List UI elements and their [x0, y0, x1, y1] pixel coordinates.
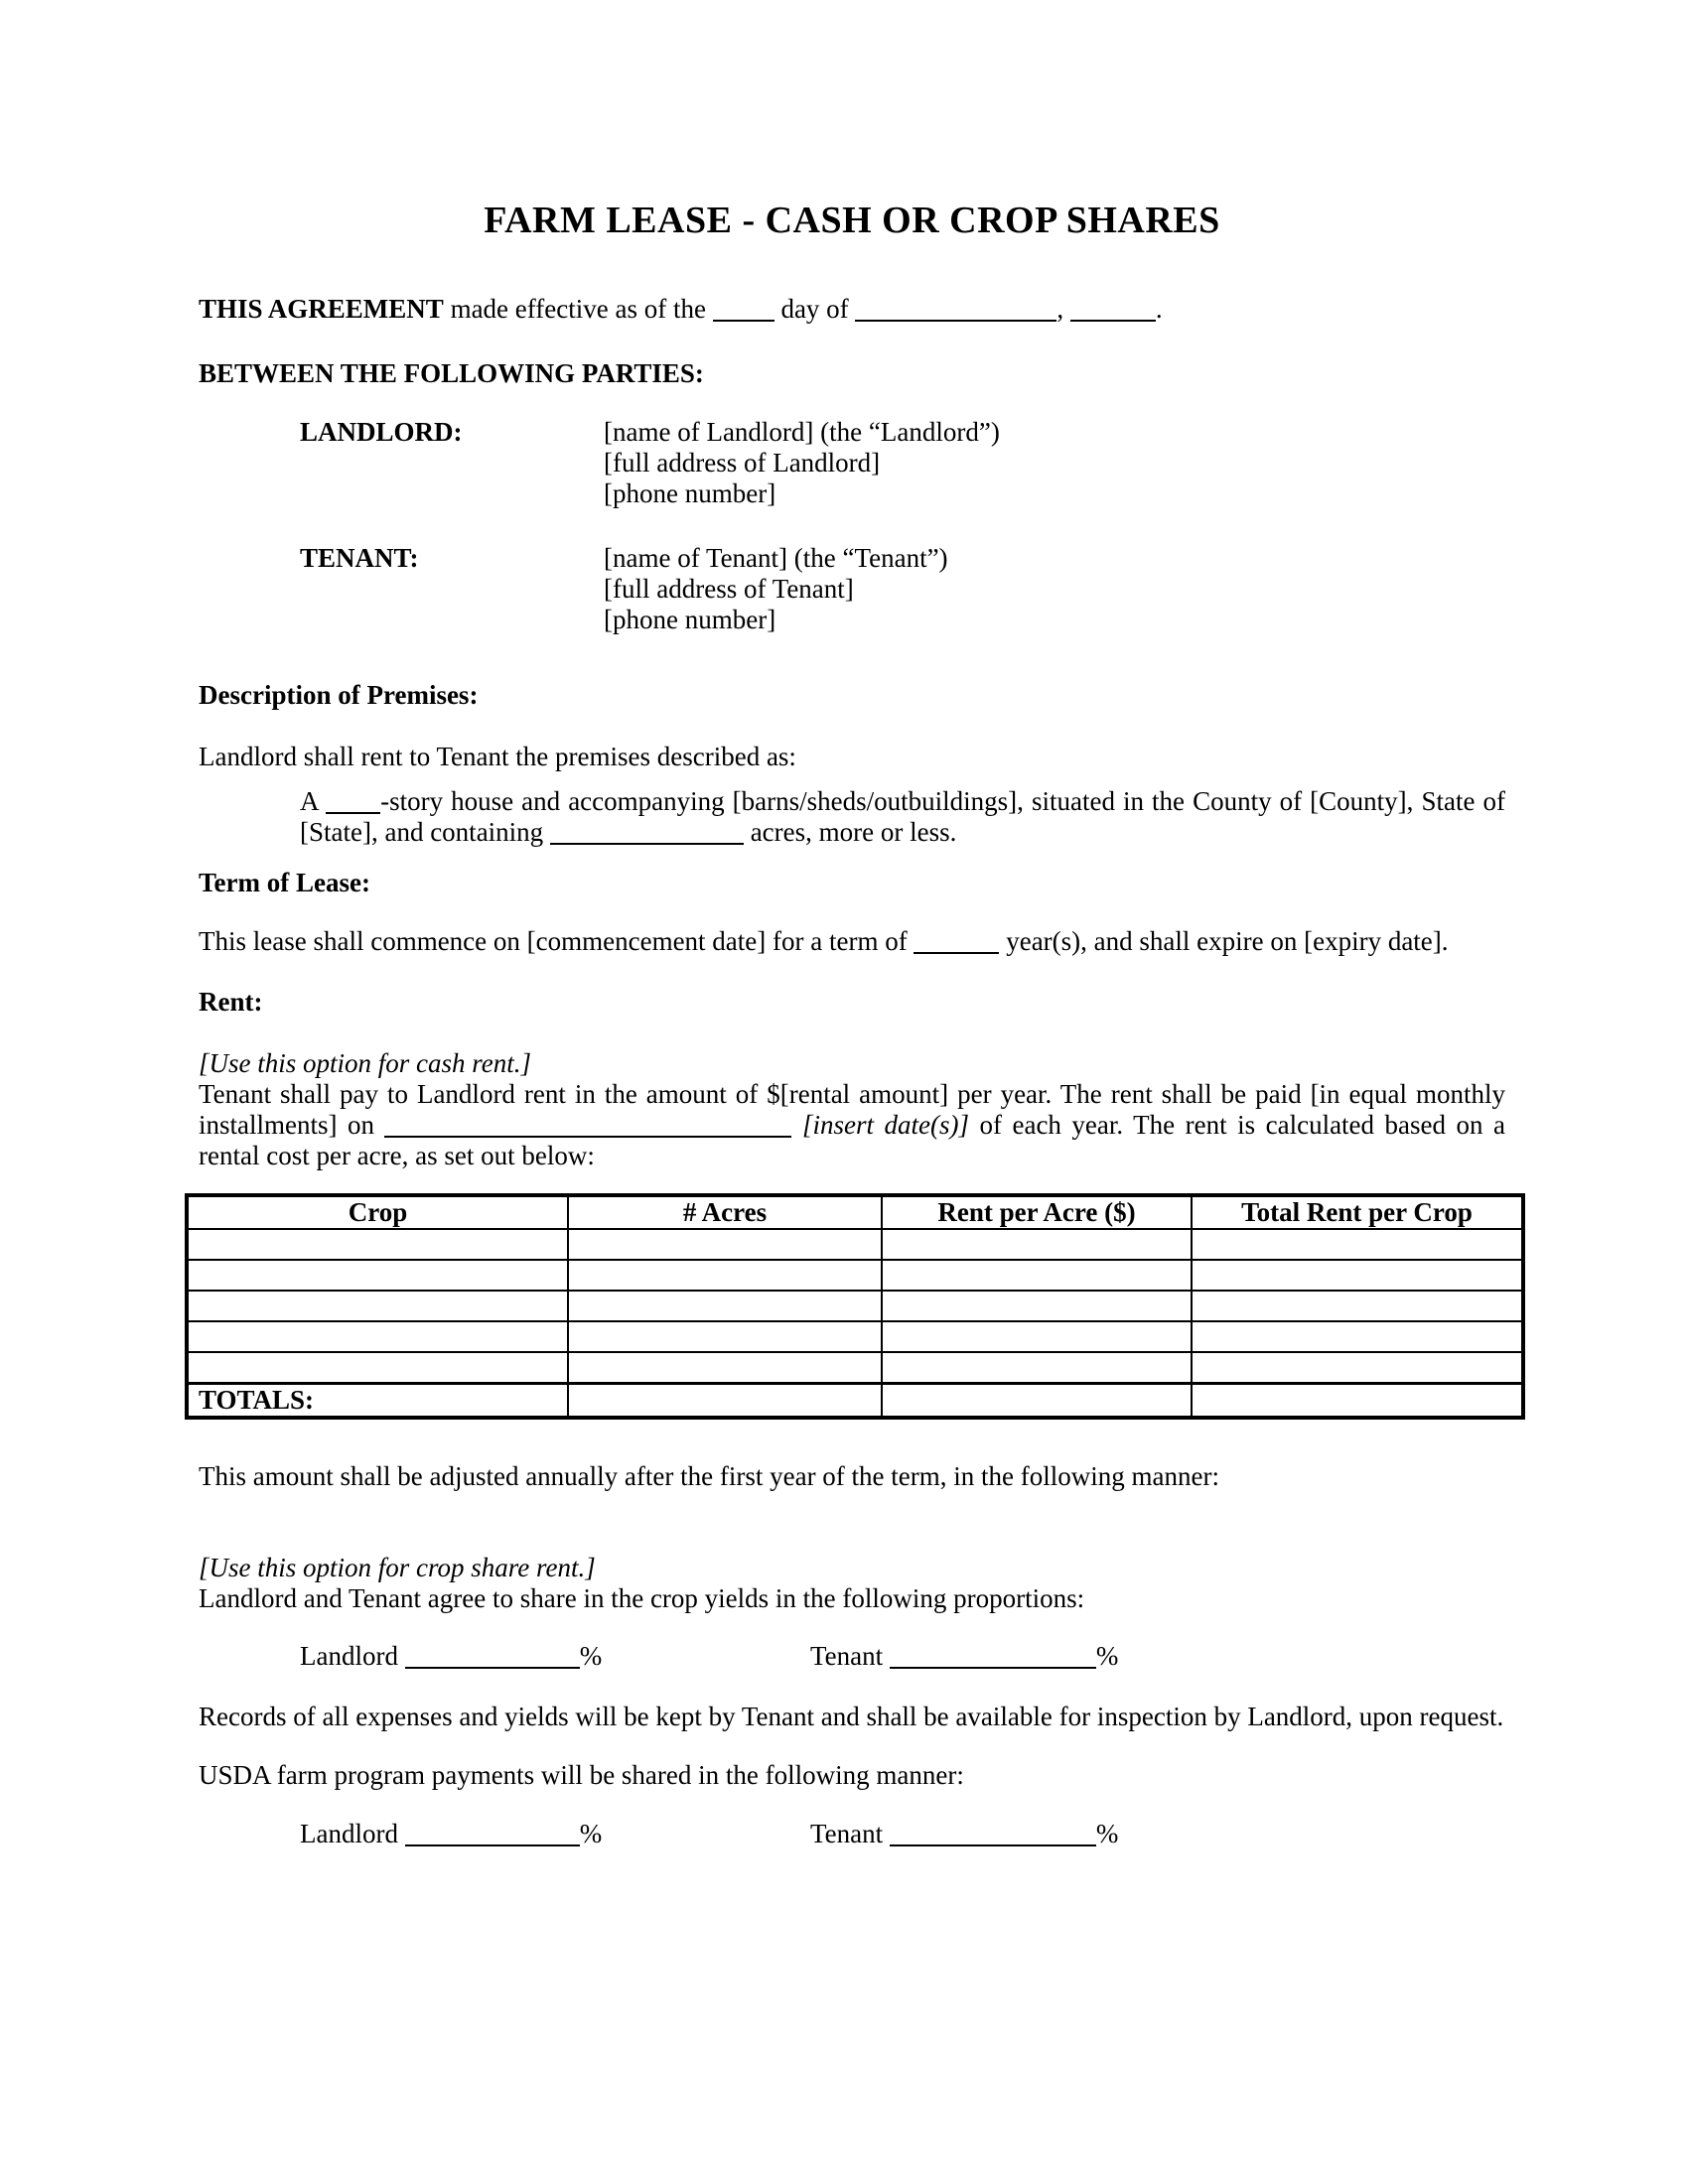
term-heading: Term of Lease:	[199, 868, 370, 897]
crop-share-tenant-group	[810, 1641, 1118, 1672]
empty-cell	[1192, 1321, 1523, 1352]
crop-share-option-note: [Use this option for crop share rent.]	[199, 1552, 596, 1582]
blank-term-years	[914, 948, 999, 954]
usda-share-proportions-row	[300, 1819, 1505, 1849]
column-header-rent-per-acre: Rent per Acre ($)	[882, 1195, 1192, 1229]
totals-total-rent-cell	[1192, 1383, 1523, 1418]
landlord-phone-placeholder: [phone number]	[604, 478, 776, 508]
tenant-details	[604, 543, 948, 635]
empty-cell	[187, 1321, 568, 1352]
document-title: FARM LEASE - CASH OR CROP SHARES	[484, 200, 1220, 241]
blank-stories	[326, 808, 380, 814]
blank-payment-dates	[384, 1132, 791, 1138]
landlord-address-placeholder: [full address of Landlord]	[604, 448, 881, 478]
agreement-intro-comma: ,	[1056, 294, 1064, 324]
column-header-total-rent: Total Rent per Crop	[1192, 1195, 1523, 1229]
usda-landlord-group	[300, 1819, 810, 1849]
crop-share-landlord-group	[300, 1641, 810, 1672]
landlord-name-placeholder: [name of Landlord] (the “Landlord”)	[604, 417, 1000, 447]
usda-tenant-label: Tenant	[810, 1818, 884, 1848]
crop-share-landlord-label: Landlord	[300, 1640, 398, 1671]
empty-cell	[568, 1260, 882, 1291]
agreement-intro-text-2: day of	[780, 294, 849, 324]
between-parties-heading: BETWEEN THE FOLLOWING PARTIES:	[199, 358, 704, 388]
usda-intro: USDA farm program payments will be shared in the following manner:	[199, 1759, 964, 1790]
empty-cell	[187, 1291, 568, 1321]
agreement-intro-period: .	[1155, 294, 1163, 324]
totals-rent-per-acre-cell	[882, 1383, 1192, 1418]
landlord-details	[604, 417, 1000, 509]
usda-landlord-percent-sign: %	[579, 1818, 603, 1848]
blank-acres	[550, 839, 744, 845]
crop-share-proportions-row	[300, 1641, 1505, 1672]
empty-cell	[882, 1260, 1192, 1291]
tenant-name-placeholder: [name of Tenant] (the “Tenant”)	[604, 543, 948, 573]
agreement-intro-text-1: made effective as of the	[450, 294, 706, 324]
empty-cell	[1192, 1260, 1523, 1291]
tenant-party-block	[300, 543, 1505, 635]
column-header-crop: Crop	[187, 1195, 568, 1229]
cash-rent-paragraph	[199, 1079, 1505, 1171]
empty-cell	[882, 1291, 1192, 1321]
empty-cell	[1192, 1352, 1523, 1383]
premises-heading: Description of Premises:	[199, 680, 479, 710]
blank-month	[855, 316, 1056, 322]
table-totals-row	[187, 1383, 1523, 1418]
insert-dates-note: [insert date(s)]	[801, 1110, 969, 1140]
table-empty-row	[187, 1291, 1523, 1321]
table-empty-row	[187, 1229, 1523, 1260]
premises-text-3: acres, more or less.	[750, 817, 957, 847]
term-paragraph	[199, 926, 1505, 957]
table-header-row	[187, 1195, 1523, 1229]
blank-day	[713, 316, 774, 322]
adjustment-paragraph: This amount shall be adjusted annually after the first year of the term, in the following manner:	[199, 1460, 1219, 1491]
empty-cell	[1192, 1291, 1523, 1321]
premises-intro: Landlord shall rent to Tenant the premises described as:	[199, 742, 796, 771]
empty-cell	[568, 1291, 882, 1321]
tenant-label: TENANT:	[300, 543, 419, 573]
premises-text-1: A	[300, 786, 319, 816]
empty-cell	[568, 1352, 882, 1383]
empty-cell	[568, 1229, 882, 1260]
landlord-label: LANDLORD:	[300, 417, 463, 447]
rent-heading: Rent:	[199, 987, 263, 1017]
rent-per-crop-table	[185, 1193, 1525, 1420]
cash-rent-text-2: of each year. The rent is calculated based on a rental cost per acre, as set out below:	[199, 1110, 1505, 1170]
empty-cell	[568, 1321, 882, 1352]
table-empty-row	[187, 1352, 1523, 1383]
crop-share-landlord-percent-sign: %	[579, 1640, 603, 1671]
totals-label: TOTALS:	[187, 1383, 568, 1418]
blank-landlord-usda-share	[405, 1841, 580, 1846]
empty-cell	[882, 1229, 1192, 1260]
empty-cell	[882, 1321, 1192, 1352]
blank-tenant-usda-share	[890, 1841, 1096, 1846]
agreement-intro-paragraph	[199, 294, 1505, 325]
usda-landlord-label: Landlord	[300, 1818, 398, 1848]
blank-tenant-crop-share	[890, 1663, 1096, 1669]
landlord-party-block	[300, 417, 1505, 509]
blank-year	[1070, 316, 1156, 322]
term-text-1: This lease shall commence on [commencement date] for a term of	[199, 926, 908, 956]
premises-description-paragraph	[300, 786, 1505, 848]
empty-cell	[187, 1352, 568, 1383]
usda-tenant-group	[810, 1819, 1118, 1849]
table-empty-row	[187, 1260, 1523, 1291]
crop-share-tenant-label: Tenant	[810, 1640, 884, 1671]
table-empty-row	[187, 1321, 1523, 1352]
empty-cell	[1192, 1229, 1523, 1260]
empty-cell	[882, 1352, 1192, 1383]
empty-cell	[187, 1229, 568, 1260]
empty-cell	[187, 1260, 568, 1291]
crop-share-tenant-percent-sign: %	[1095, 1640, 1119, 1671]
crop-share-intro: Landlord and Tenant agree to share in the crop yields in the following proportions:	[199, 1582, 1085, 1613]
cash-rent-option-note: [Use this option for cash rent.]	[199, 1048, 532, 1078]
premises-text-2: -story house and accompanying [barns/sheds/outbuildings], situated in the County of [County], State of [State], and containing	[300, 786, 1506, 847]
blank-landlord-crop-share	[405, 1663, 580, 1669]
cash-rent-text-1: Tenant shall pay to Landlord rent in the amount of $[rental amount] per year. The rent shall be paid [in equal monthly installments] on	[199, 1079, 1505, 1140]
tenant-phone-placeholder: [phone number]	[604, 605, 776, 634]
totals-acres-cell	[568, 1383, 882, 1418]
agreement-intro-bold: THIS AGREEMENT	[199, 294, 444, 324]
usda-tenant-percent-sign: %	[1095, 1818, 1119, 1848]
term-text-2: year(s), and shall expire on [expiry date].	[1006, 926, 1449, 956]
records-paragraph: Records of all expenses and yields will be kept by Tenant and shall be available for inspection by Landlord, upon request.	[199, 1701, 1504, 1731]
column-header-acres: # Acres	[568, 1195, 882, 1229]
tenant-address-placeholder: [full address of Tenant]	[604, 574, 854, 604]
